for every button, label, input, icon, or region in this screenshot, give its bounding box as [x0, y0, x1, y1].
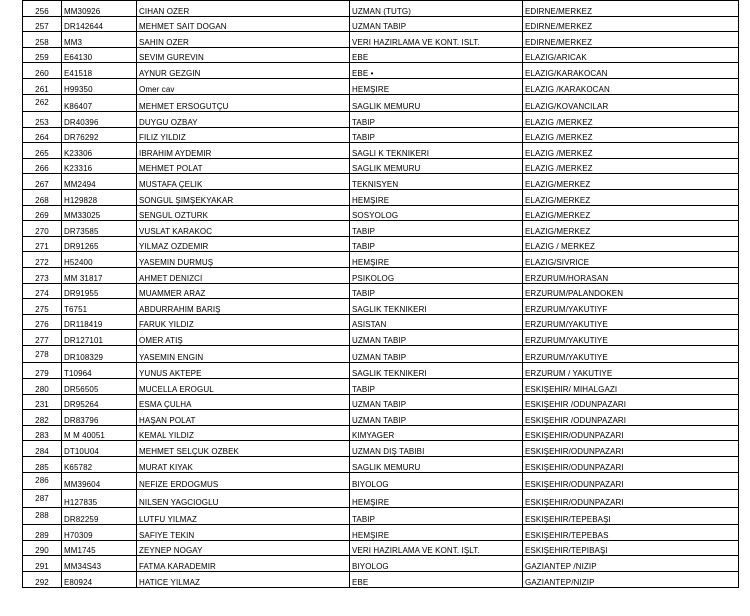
job-title: BIYOLOG	[350, 472, 523, 490]
job-title: HEMŞIRE	[350, 525, 523, 541]
person-name: MURAT KIYAK	[137, 457, 350, 473]
registry-code: DR142644	[62, 16, 137, 32]
registry-code: DR108329	[62, 345, 137, 363]
registry-code: DR91955	[62, 283, 137, 299]
table-row	[23, 299, 739, 315]
row-number: 264	[23, 127, 62, 143]
job-title: TEKNISYEN	[350, 174, 523, 190]
registry-code: MM39604	[62, 472, 137, 490]
person-name: VUSLAT KARAKOC	[137, 221, 350, 237]
job-title: SAGLIK TEKNIKERI	[350, 363, 523, 379]
row-number: 266	[23, 158, 62, 174]
row-number: 260	[23, 63, 62, 79]
row-number: 277	[23, 330, 62, 346]
row-number: 258	[23, 32, 62, 48]
registry-code: H99350	[62, 78, 137, 94]
job-title: TABIP	[350, 507, 523, 525]
job-title: TABIP	[350, 236, 523, 252]
table-row	[23, 47, 739, 63]
table-row	[23, 457, 739, 473]
person-name: DUYGU OZBAY	[137, 112, 350, 128]
registry-code: DR76292	[62, 127, 137, 143]
table-row	[23, 158, 739, 174]
location: EDIRNE/MERKEZ	[523, 32, 739, 48]
table-row	[23, 236, 739, 252]
job-title: UZMAN DIŞ TABIBI	[350, 441, 523, 457]
location: ELAZIG/SIVRICE	[523, 252, 739, 268]
row-number: 267	[23, 174, 62, 190]
location: ELAZIG /KARAKOCAN	[523, 78, 739, 94]
person-name: SENGUL OZTURK	[137, 205, 350, 221]
row-number: 262	[23, 94, 62, 112]
table-row	[23, 63, 739, 79]
registry-code: DR73585	[62, 221, 137, 237]
row-number: 286	[23, 472, 62, 490]
person-name: KEMAL YILDIZ	[137, 425, 350, 441]
location: ELAZIG / MERKEZ	[523, 236, 739, 252]
location: ESKIŞEHIR/TEPEBAS	[523, 525, 739, 541]
row-number: 278	[23, 345, 62, 363]
person-name: SONGUL ŞIMŞEKYAKAR	[137, 190, 350, 206]
location: ELAZIG/MERKEZ	[523, 174, 739, 190]
location: ERZURUM/PALANDOKEN	[523, 283, 739, 299]
job-title: VERI HAZIRLAMA VE KONT. IŞLT.	[350, 540, 523, 556]
table-row	[23, 127, 739, 143]
row-number: 272	[23, 252, 62, 268]
person-name: YASEMIN ENGIN	[137, 345, 350, 363]
row-number: 259	[23, 47, 62, 63]
job-title: UZMAN TABIP	[350, 394, 523, 410]
location: ESKIŞEHIR/ODUNPAZARI	[523, 441, 739, 457]
table-row	[23, 425, 739, 441]
row-number: 285	[23, 457, 62, 473]
table-row	[23, 345, 739, 363]
table-row	[23, 379, 739, 395]
table-body	[23, 1, 739, 588]
person-name: SEVIM GUREVIN	[137, 47, 350, 63]
registry-code: MM2494	[62, 174, 137, 190]
table-row	[23, 363, 739, 379]
table-row	[23, 174, 739, 190]
table-row	[23, 190, 739, 206]
job-title: VERI HAZIRLAMA VE KONT. ISLT.	[350, 32, 523, 48]
registry-code: MM1745	[62, 540, 137, 556]
registry-code: MM 31817	[62, 268, 137, 284]
row-number: 268	[23, 190, 62, 206]
job-title: SAGLIK TEKNIKERI	[350, 299, 523, 315]
registry-code: H70309	[62, 525, 137, 541]
table-row	[23, 507, 739, 525]
table-row	[23, 314, 739, 330]
location: GAZIANTEP /NIZIP	[523, 556, 739, 572]
person-name: NILSEN YAGCIOGLU	[137, 490, 350, 508]
location: GAZIANTEP/NIZIP	[523, 571, 739, 587]
registry-code: MM3	[62, 32, 137, 48]
location: ELAZIG /MERKEZ	[523, 158, 739, 174]
registry-code: K86407	[62, 94, 137, 112]
registry-code: DT10U04	[62, 441, 137, 457]
person-name: YASEMIN DURMUŞ	[137, 252, 350, 268]
registry-code: K23306	[62, 143, 137, 159]
row-number: 284	[23, 441, 62, 457]
person-name: OMER ATIŞ	[137, 330, 350, 346]
row-number: 269	[23, 205, 62, 221]
person-name: MUCELLA EROGUL	[137, 379, 350, 395]
location: ESKIŞEHIR /ODUNPAZARI	[523, 394, 739, 410]
table-row	[23, 78, 739, 94]
registry-code: DR40396	[62, 112, 137, 128]
person-name: IBRAHIM AYDEMIR	[137, 143, 350, 159]
location: ELAZIG/KARAKOCAN	[523, 63, 739, 79]
table-row	[23, 283, 739, 299]
registry-code: H52400	[62, 252, 137, 268]
job-title: HEMŞIRE	[350, 490, 523, 508]
registry-code: T10964	[62, 363, 137, 379]
person-name: NEFIZE ERDOGMUS	[137, 472, 350, 490]
table-row	[23, 571, 739, 587]
job-title: TABIP	[350, 379, 523, 395]
row-number: 265	[23, 143, 62, 159]
person-name: AYNUR GEZGIN	[137, 63, 350, 79]
person-name: HAŞAN POLAT	[137, 410, 350, 426]
person-name: YILMAZ OZDEMIR	[137, 236, 350, 252]
row-number: 270	[23, 221, 62, 237]
registry-code: DR83796	[62, 410, 137, 426]
location: ESKIŞEHIR/ODUNPAZARI	[523, 425, 739, 441]
registry-code: DR56505	[62, 379, 137, 395]
person-name: MEHMET ERSOGUTÇU	[137, 94, 350, 112]
table-row	[23, 1, 739, 17]
location: ELAZIG/MERKEZ	[523, 190, 739, 206]
person-name: SAFIYE TEKIN	[137, 525, 350, 541]
location: ELAZIG /MERKEZ	[523, 143, 739, 159]
row-number: 282	[23, 410, 62, 426]
person-name: MEHMET SAIT DOGAN	[137, 16, 350, 32]
job-title: KIMYAGER	[350, 425, 523, 441]
person-name: SAHIN OZER	[137, 32, 350, 48]
registry-code: DR95264	[62, 394, 137, 410]
location: ESKIŞEHIR/ MIHALGAZI	[523, 379, 739, 395]
row-number: 274	[23, 283, 62, 299]
job-title: EBE	[350, 571, 523, 587]
location: ELAZIG/KOVANCILAR	[523, 94, 739, 112]
row-number: 273	[23, 268, 62, 284]
job-title: SAGLIK MEMURU	[350, 94, 523, 112]
job-title: TABIP	[350, 221, 523, 237]
registry-code: E80924	[62, 571, 137, 587]
row-number: 292	[23, 571, 62, 587]
person-name: AHMET DENIZCI	[137, 268, 350, 284]
table-row	[23, 394, 739, 410]
table-row	[23, 221, 739, 237]
row-number: 291	[23, 556, 62, 572]
location: EDIRNE/MERKEZ	[523, 1, 739, 17]
row-number: 271	[23, 236, 62, 252]
job-title: BIYOLOG	[350, 556, 523, 572]
job-title: SAGLIK MEMURU	[350, 457, 523, 473]
table-row	[23, 32, 739, 48]
registry-code: E41518	[62, 63, 137, 79]
location: ERZURUM / YAKUTIYE	[523, 363, 739, 379]
row-number: 253	[23, 112, 62, 128]
person-name: MUAMMER ARAZ	[137, 283, 350, 299]
table-row	[23, 410, 739, 426]
location: ELAZIG /MERKEZ	[523, 112, 739, 128]
location: ESKIŞEHIR /ODUNPAZARI	[523, 410, 739, 426]
location: ESKIŞEHIR/ODUNPAZARI	[523, 490, 739, 508]
person-name: ABDURRAHIM BARIŞ	[137, 299, 350, 315]
row-number: 261	[23, 78, 62, 94]
table-row	[23, 16, 739, 32]
location: ELAZIG /MERKEZ	[523, 127, 739, 143]
row-number: 287	[23, 490, 62, 508]
registry-code: M M 40051	[62, 425, 137, 441]
row-number: 257	[23, 16, 62, 32]
location: ERZURUM/YAKUTIYE	[523, 345, 739, 363]
location: ERZURUM/YAKUTIYE	[523, 314, 739, 330]
row-number: 275	[23, 299, 62, 315]
location: ELAZIG/ARICAK	[523, 47, 739, 63]
location: ERZURUM/YAKUTIYE	[523, 330, 739, 346]
row-number: 276	[23, 314, 62, 330]
job-title: SAGLIK MEMURU	[350, 158, 523, 174]
job-title: PSIKOLOG	[350, 268, 523, 284]
job-title: SOSYOLOG	[350, 205, 523, 221]
row-number: 231	[23, 394, 62, 410]
registry-code: H129828	[62, 190, 137, 206]
personnel-table	[22, 0, 739, 588]
row-number: 256	[23, 1, 62, 17]
location: ESKIŞEHIR/TEPIBAŞI	[523, 540, 739, 556]
registry-code: K23316	[62, 158, 137, 174]
location: ESKIŞEHIR/ODUNPAZARI	[523, 457, 739, 473]
registry-code: K65782	[62, 457, 137, 473]
location: EDIRNE/MERKEZ	[523, 16, 739, 32]
job-title: EBE	[350, 47, 523, 63]
registry-code: MM30926	[62, 1, 137, 17]
registry-code: H127835	[62, 490, 137, 508]
table-row	[23, 441, 739, 457]
job-title: SAGLI K TEKNIKERI	[350, 143, 523, 159]
table-row	[23, 143, 739, 159]
table-row	[23, 490, 739, 508]
person-name: MEHMET POLAT	[137, 158, 350, 174]
person-name: ESMA ÇULHA	[137, 394, 350, 410]
person-name: MUSTAFA ÇELIK	[137, 174, 350, 190]
location: ELAZIG/MERKEZ	[523, 205, 739, 221]
table-row	[23, 525, 739, 541]
row-number: 283	[23, 425, 62, 441]
registry-code: T6751	[62, 299, 137, 315]
registry-code: DR82259	[62, 507, 137, 525]
registry-code: DR91265	[62, 236, 137, 252]
person-name: YUNUS AKTEPE	[137, 363, 350, 379]
person-name: MEHMET SELÇUK OZBEK	[137, 441, 350, 457]
job-title: HEMŞIRE	[350, 78, 523, 94]
registry-code: MM33025	[62, 205, 137, 221]
table-row	[23, 330, 739, 346]
job-title: UZMAN (TUTG)	[350, 1, 523, 17]
person-name: CIHAN OZER	[137, 1, 350, 17]
job-title: EBE •	[350, 63, 523, 79]
registry-code: E64130	[62, 47, 137, 63]
person-name: FARUK YILDIZ	[137, 314, 350, 330]
person-name: Omer cav	[137, 78, 350, 94]
job-title: HEMŞIRE	[350, 190, 523, 206]
table-row	[23, 252, 739, 268]
location: ERZURUM/HORASAN	[523, 268, 739, 284]
location: ESKIŞEHIR/TEPEBAŞI	[523, 507, 739, 525]
person-name: ZEYNEP NOGAY	[137, 540, 350, 556]
table-row	[23, 268, 739, 284]
registry-code: DR127101	[62, 330, 137, 346]
table-row	[23, 205, 739, 221]
location: ERZURUM/YAKUTIYF	[523, 299, 739, 315]
job-title: UZMAN TABIP	[350, 345, 523, 363]
row-number: 290	[23, 540, 62, 556]
job-title: UZMAN TABIP	[350, 330, 523, 346]
person-name: FATMA KARADEMIR	[137, 556, 350, 572]
registry-code: DR118419	[62, 314, 137, 330]
job-title: TABIP	[350, 127, 523, 143]
person-name: LUTFU YILMAZ	[137, 507, 350, 525]
person-name: FILIZ YILDIZ	[137, 127, 350, 143]
table-row	[23, 556, 739, 572]
person-name: HATICE YILMAZ	[137, 571, 350, 587]
row-number: 279	[23, 363, 62, 379]
table-row	[23, 472, 739, 490]
table-row	[23, 112, 739, 128]
job-title: UZMAN TABIP	[350, 16, 523, 32]
location: ESKIŞEHIR/ODUNPAZARI	[523, 472, 739, 490]
table-row	[23, 94, 739, 112]
job-title: TABIP	[350, 283, 523, 299]
row-number: 280	[23, 379, 62, 395]
table-row	[23, 540, 739, 556]
row-number: 288	[23, 507, 62, 525]
job-title: UZMAN TABIP	[350, 410, 523, 426]
registry-code: MM34S43	[62, 556, 137, 572]
location: ELAZIG/MERKEZ	[523, 221, 739, 237]
job-title: TABIP	[350, 112, 523, 128]
row-number: 289	[23, 525, 62, 541]
job-title: HEMŞIRE	[350, 252, 523, 268]
job-title: ASISTAN	[350, 314, 523, 330]
